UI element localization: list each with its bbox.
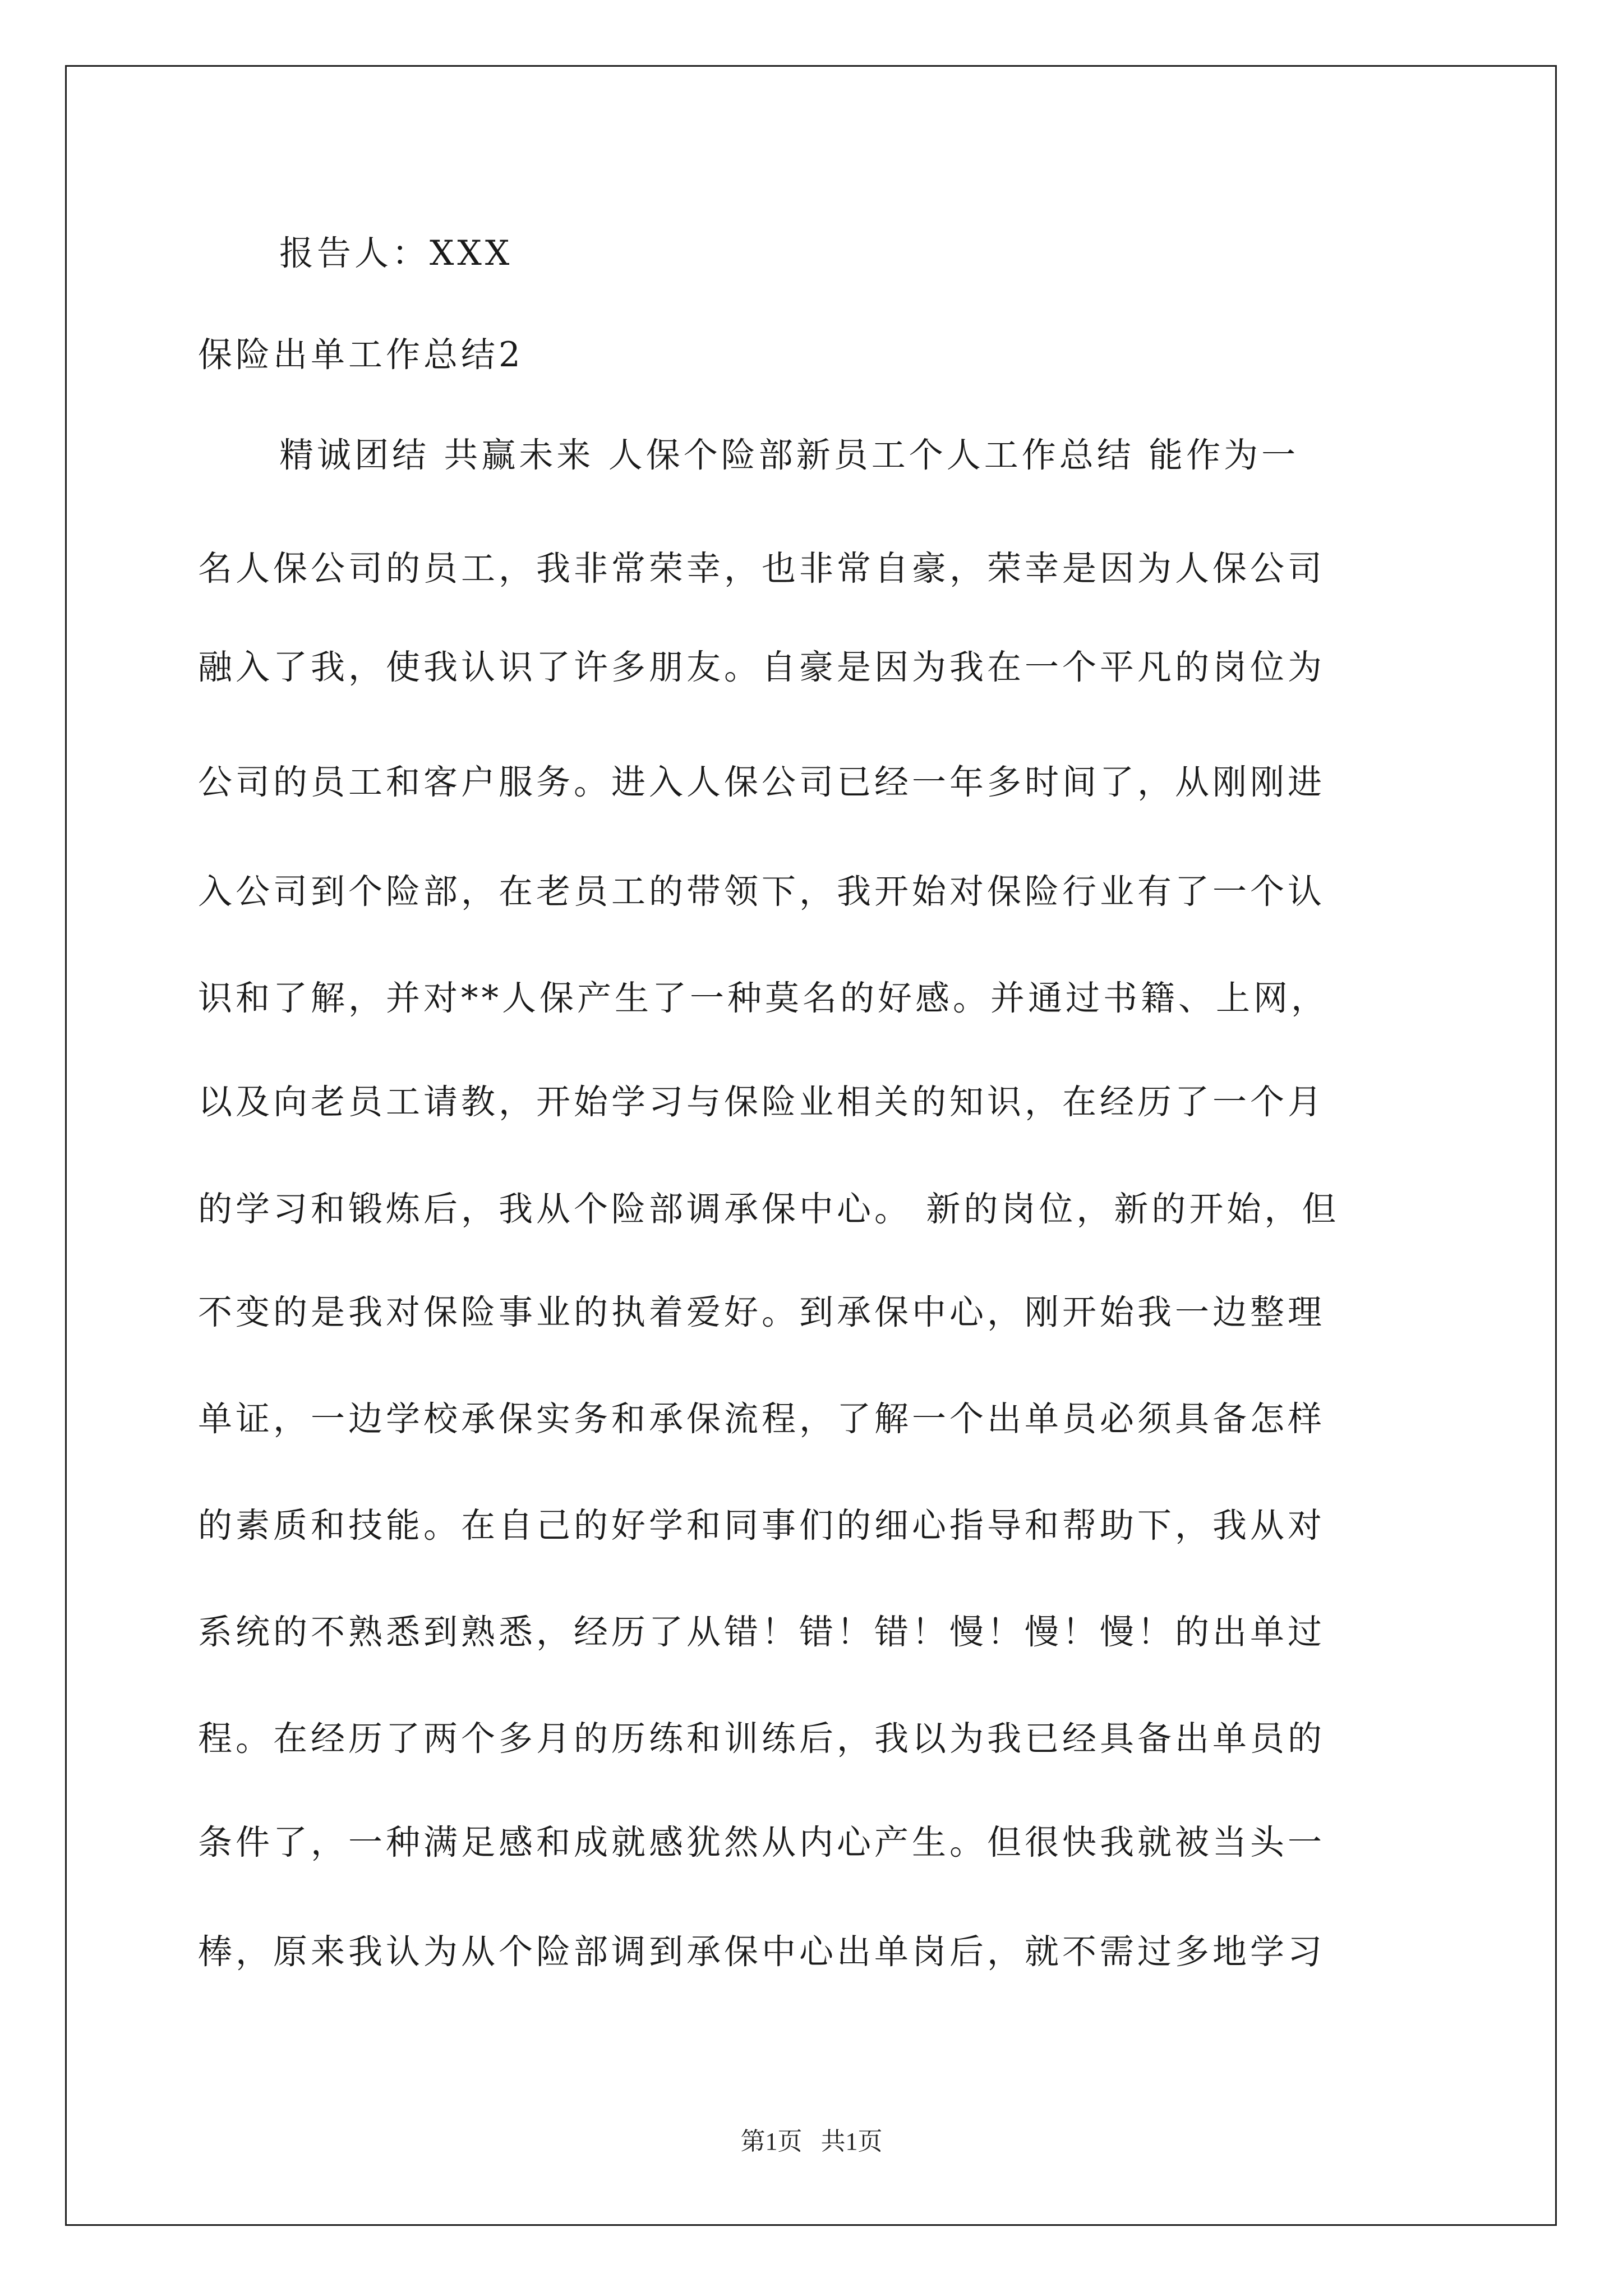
- body-line: 条件了，一种满足感和成就感犹然从内心产生。但很快我就被当头一: [198, 1823, 1326, 1862]
- body-line: 的学习和锻炼后，我从个险部调承保中心。 新的岗位，新的开始，但: [198, 1189, 1340, 1229]
- body-line: 不变的是我对保险事业的执着爱好。到承保中心，刚开始我一边整理: [198, 1292, 1326, 1332]
- page-border: [65, 65, 1557, 2226]
- body-line: 系统的不熟悉到熟悉，经历了从错！错！错！慢！慢！慢！的出单过: [198, 1612, 1326, 1652]
- body-line: 融入了我，使我认识了许多朋友。自豪是因为我在一个平凡的岗位为: [198, 647, 1326, 687]
- body-line: 名人保公司的员工，我非常荣幸，也非常自豪，荣幸是因为人保公司: [198, 549, 1326, 588]
- body-line: 精诚团结 共赢未来 人保个险部新员工个人工作总结 能作为一: [279, 435, 1299, 475]
- body-line: 识和了解，并对**人保产生了一种莫名的好感。并通过书籍、上网，: [198, 978, 1329, 1018]
- body-line: 单证，一边学校承保实务和承保流程，了解一个出单员必须具备怎样: [198, 1399, 1326, 1439]
- body-line: 的素质和技能。在自己的好学和同事们的细心指导和帮助下，我从对: [198, 1506, 1326, 1545]
- body-line: 以及向老员工请教，开始学习与保险业相关的知识，在经历了一个月: [198, 1082, 1326, 1122]
- section-title: 保险出单工作总结2: [198, 335, 524, 375]
- reporter-line: 报告人：XXX: [279, 233, 513, 273]
- body-line: 入公司到个险部，在老员工的带领下，我开始对保险行业有了一个认: [198, 872, 1326, 912]
- body-line: 公司的员工和客户服务。进入人保公司已经一年多时间了，从刚刚进: [198, 762, 1326, 802]
- body-line: 棒，原来我认为从个险部调到承保中心出单岗后，就不需过多地学习: [198, 1932, 1326, 1972]
- page-number-footer: 第1页 共1页: [740, 2128, 883, 2155]
- body-line: 程。在经历了两个多月的历练和训练后，我以为我已经具备出单员的: [198, 1719, 1326, 1759]
